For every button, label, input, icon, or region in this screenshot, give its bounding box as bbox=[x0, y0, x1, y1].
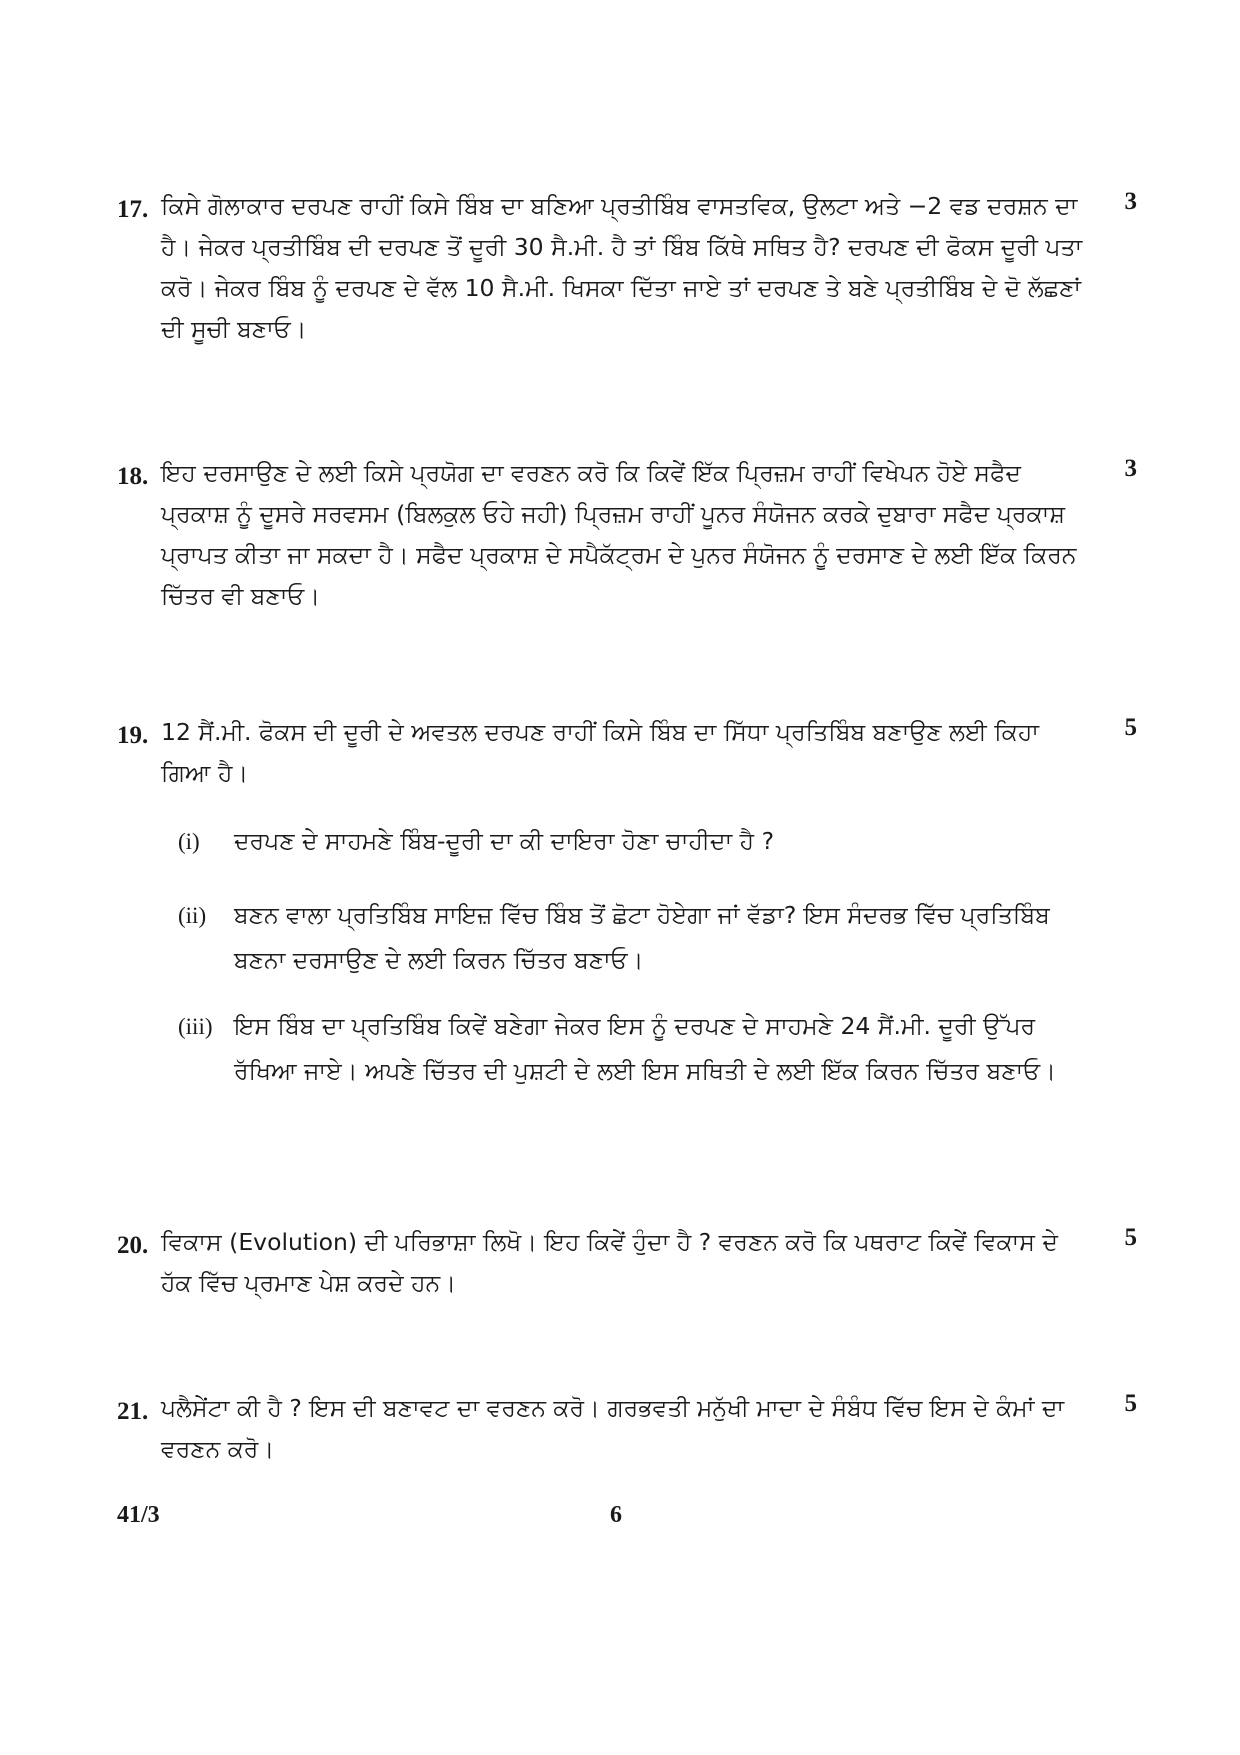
question-text: ਵਿਕਾਸ (Evolution) ਦੀ ਪਰਿਭਾਸ਼ਾ ਲਿਖੋ। ਇਹ ਕਿਵੇਂ ਹੁੰਦਾ ਹੈ ? ਵਰਣਨ ਕਰੋ ਕਿ ਪਥਰਾਟ ਕਿਵੇਂ ਵਿਕਾਸ ਦੇ ਹੱਕ ਵਿੱਚ ਪ੍ਰਮਾਣ ਪੇਸ਼ ਕਰਦੇ ਹਨ। bbox=[161, 1228, 1058, 1297]
question-number: 20. bbox=[117, 1232, 149, 1259]
question-text: 12 ਸੈਂ.ਮੀ. ਫੋਕਸ ਦੀ ਦੂਰੀ ਦੇ ਅਵਤਲ ਦਰਪਣ ਰਾਹੀਂ ਕਿਸੇ ਬਿੰਬ ਦਾ ਸਿੱਧਾ ਪ੍ਰਤਿਬਿੰਬ ਬਣਾਉਣ ਲਈ ਕਿਹਾ ਗਿਆ ਹੈ। bbox=[161, 718, 1039, 787]
page-number: 6 bbox=[610, 1502, 622, 1528]
question-text: ਪਲੈਸੇਂਟਾ ਕੀ ਹੈ ? ਇਸ ਦੀ ਬਣਾਵਟ ਦਾ ਵਰਣਨ ਕਰੋ। ਗਰਭਵਤੀ ਮਨੁੱਖੀ ਮਾਦਾ ਦੇ ਸੰਬੰਧ ਵਿੱਚ ਇਸ ਦੇ ਕੰਮਾਂ ਦਾ ਵਰਣਨ ਕਰੋ। bbox=[161, 1394, 1065, 1463]
part-label: (ii) bbox=[178, 903, 207, 928]
question-marks: 3 bbox=[1124, 188, 1137, 215]
part-text: ਇਸ ਬਿੰਬ ਦਾ ਪ੍ਰਤਿਬਿੰਬ ਕਿਵੇਂ ਬਣੇਗਾ ਜੇਕਰ ਇਸ ਨੂੰ ਦਰਪਣ ਦੇ ਸਾਹਮਣੇ 24 ਸੈਂ.ਮੀ. ਦੂਰੀ ਉੱਪਰ ਰੱਖਿਆ ਜਾਏ। ਅਪਣੇ ਚਿੱਤਰ ਦੀ ਪੁਸ਼ਟੀ ਦੇ ਲਈ ਇਸ ਸਥਿਤੀ ਦੇ ਲਈ ਇੱਕ ਕਿਰਨ ਚਿੱਤਰ ਬਣਾਓ। bbox=[234, 1012, 1056, 1085]
question-marks: 5 bbox=[1124, 714, 1137, 741]
paper-code: 41/3 bbox=[117, 1502, 160, 1528]
question-text: ਇਹ ਦਰਸਾਉਣ ਦੇ ਲਈ ਕਿਸੇ ਪ੍ਰਯੋਗ ਦਾ ਵਰਣਨ ਕਰੋ ਕਿ ਕਿਵੇਂ ਇੱਕ ਪ੍ਰਿਜ਼ਮ ਰਾਹੀਂ ਵਿਖੇਪਨ ਹੋਏ ਸਫੈਦ ਪ੍ਰਕਾਸ਼ ਨੂੰ ਦੂਸਰੇ ਸਰਵਸਮ (ਬਿਲਕੁਲ ਓਹੇ ਜਹੀ) ਪ੍ਰਿਜ਼ਮ ਰਾਹੀਂ ਪੂਨਰ ਸੰਯੋਜਨ ਕਰਕੇ ਦੁਬਾਰਾ ਸਫੈਦ ਪ੍ਰਕਾਸ਼ ਪ੍ਰਾਪਤ ਕੀਤਾ ਜਾ ਸਕਦਾ ਹੈ। ਸਫੈਦ ਪ੍ਰਕਾਸ਼ ਦੇ ਸਪੈਕੱਟ੍ਰਮ ਦੇ ਪੁਨਰ ਸੰਯੋਜਨ ਨੂੰ ਦਰਸਾਣ ਦੇ ਲਈ ਇੱਕ ਕਿਰਨ ਚਿੱਤਰ ਵੀ ਬਣਾਓ। bbox=[161, 459, 1077, 610]
question-number: 19. bbox=[117, 722, 149, 749]
part-label: (iii) bbox=[178, 1014, 213, 1039]
question-text: ਕਿਸੇ ਗੋਲਾਕਾਰ ਦਰਪਣ ਰਾਹੀਂ ਕਿਸੇ ਬਿੰਬ ਦਾ ਬਣਿਆ ਪ੍ਰਤੀਬਿੰਬ ਵਾਸਤਵਿਕ, ਉਲਟਾ ਅਤੇ −2 ਵਡ ਦਰਸ਼ਨ ਦਾ ਹੈ। ਜੇਕਰ ਪ੍ਰਤੀਬਿੰਬ ਦੀ ਦਰਪਣ ਤੋਂ ਦੂਰੀ 30 ਸੈ.ਮੀ. ਹੈ ਤਾਂ ਬਿੰਬ ਕਿੱਥੇ ਸਥਿਤ ਹੈ? ਦਰਪਣ ਦੀ ਫੋਕਸ ਦੂਰੀ ਪਤਾ ਕਰੋ। ਜੇਕਰ ਬਿੰਬ ਨੂੰ ਦਰਪਣ ਦੇ ਵੱਲ 10 ਸੈ.ਮੀ. ਖਿਸਕਾ ਦਿੱਤਾ ਜਾਏ ਤਾਂ ਦਰਪਣ ਤੇ ਬਣੇ ਪ੍ਰਤੀਬਿੰਬ ਦੇ ਦੋ ਲੱਛਣਾਂ ਦੀ ਸੂਚੀ ਬਣਾਓ। bbox=[161, 192, 1083, 343]
question-number: 17. bbox=[117, 196, 149, 223]
part-label: (i) bbox=[178, 829, 200, 854]
question-marks: 5 bbox=[1124, 1224, 1137, 1251]
question-marks: 5 bbox=[1124, 1390, 1137, 1417]
question-number: 18. bbox=[117, 463, 149, 490]
question-number: 21. bbox=[117, 1398, 149, 1425]
part-text: ਬਣਨ ਵਾਲਾ ਪ੍ਰਤਿਬਿੰਬ ਸਾਇਜ਼ ਵਿੱਚ ਬਿੰਬ ਤੋਂ ਛੋਟਾ ਹੋਏਗਾ ਜਾਂ ਵੱਡਾ? ਇਸ ਸੰਦਰਭ ਵਿੱਚ ਪ੍ਰਤਿਬਿੰਬ ਬਣਨਾ ਦਰਸਾਉਣ ਦੇ ਲਈ ਕਿਰਨ ਚਿੱਤਰ ਬਣਾਓ। bbox=[234, 901, 1050, 974]
part-text: ਦਰਪਣ ਦੇ ਸਾਹਮਣੇ ਬਿੰਬ-ਦੂਰੀ ਦਾ ਕੀ ਦਾਇਰਾ ਹੋਣਾ ਚਾਹੀਦਾ ਹੈ ? bbox=[234, 827, 775, 855]
question-marks: 3 bbox=[1124, 455, 1137, 482]
